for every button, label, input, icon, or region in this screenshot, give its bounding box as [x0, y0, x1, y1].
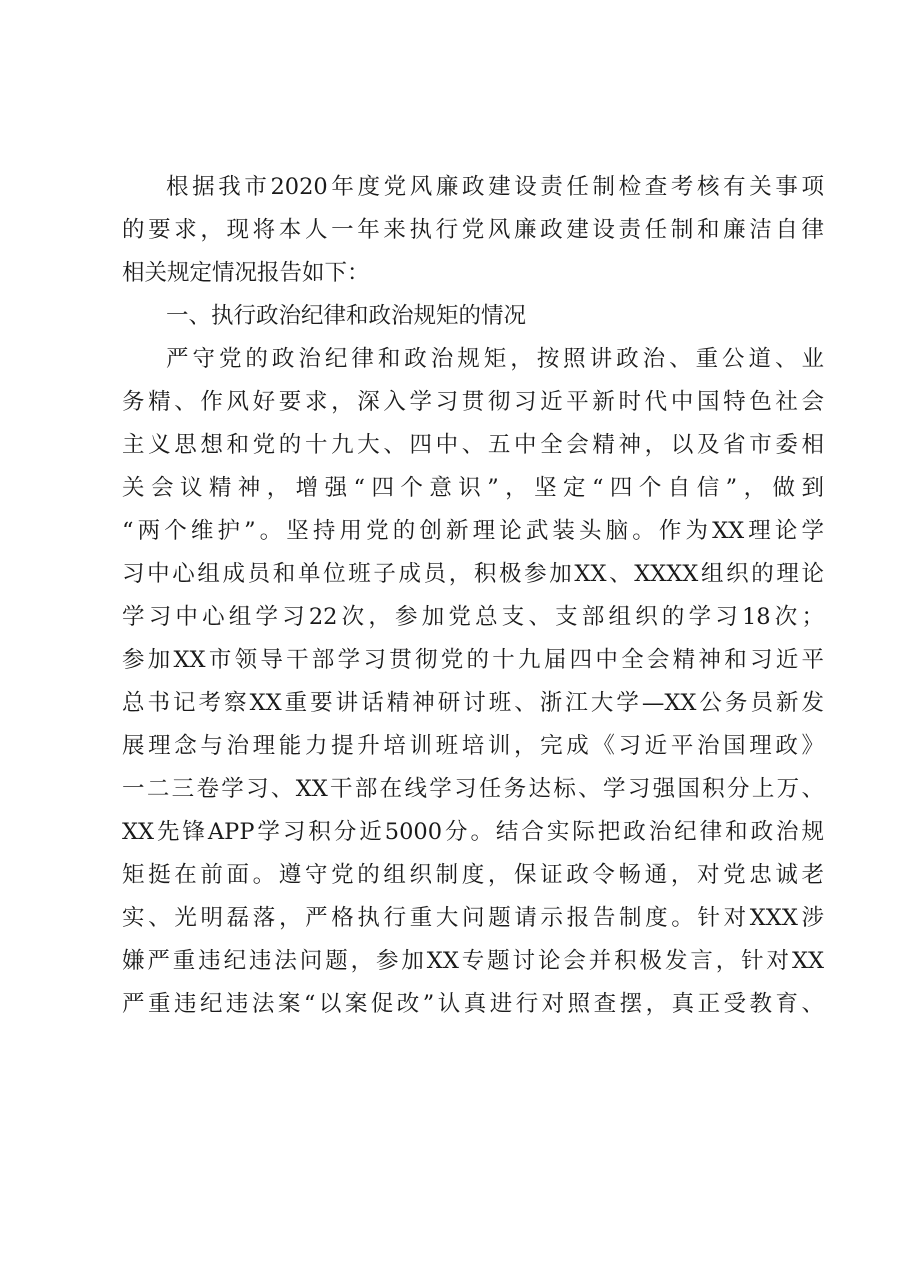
paragraph-line: 矩挺在前面。遵守党的组织制度，保证政令畅通，对党忠诚老 [122, 862, 824, 888]
paragraph-line: 总书记考察XX重要讲话精神研讨班、浙江大学—XX公务员新发 [122, 690, 824, 716]
paragraph-line: 根据我市2020年度党风廉政建设责任制检查考核有关事项 [166, 174, 824, 200]
paragraph-line: XX先锋APP学习积分近5000分。结合实际把政治纪律和政治规 [122, 819, 824, 845]
paragraph-line: 务精、作风好要求，深入学习贯彻习近平新时代中国特色社会 [122, 389, 824, 415]
paragraph-line: 参加XX市领导干部学习贯彻党的十九届四中全会精神和习近平 [122, 647, 824, 673]
paragraph-line: 一二三卷学习、XX干部在线学习任务达标、学习强国积分上万、 [122, 776, 824, 802]
paragraph-line: 严守党的政治纪律和政治规矩，按照讲政治、重公道、业 [166, 346, 824, 372]
paragraph-line: 关会议精神，增强“四个意识”，坚定“四个自信”，做到 [122, 475, 824, 501]
section-heading: 一、执行政治纪律和政治规矩的情况 [166, 303, 527, 329]
paragraph-line: 习中心组成员和单位班子成员，积极参加XX、XXXX组织的理论 [122, 561, 824, 587]
paragraph-line: “两个维护”。坚持用党的创新理论武装头脑。作为XX理论学 [122, 518, 824, 544]
paragraph-line: 相关规定情况报告如下： [122, 260, 370, 286]
paragraph-line: 主义思想和党的十九大、四中、五中全会精神，以及省市委相 [122, 432, 824, 458]
paragraph-line: 严重违纪违法案“以案促改”认真进行对照查摆，真正受教育、 [122, 991, 824, 1017]
paragraph-line: 实、光明磊落，严格执行重大问题请示报告制度。针对XXX涉 [122, 905, 824, 931]
paragraph-line: 的要求，现将本人一年来执行党风廉政建设责任制和廉洁自律 [122, 217, 824, 243]
paragraph-line: 展理念与治理能力提升培训班培训，完成《习近平治国理政》 [122, 733, 824, 759]
paragraph-line: 嫌严重违纪违法问题，参加XX专题讨论会并积极发言，针对XX [122, 948, 824, 974]
paragraph-line: 学习中心组学习22次，参加党总支、支部组织的学习18次； [122, 604, 824, 630]
